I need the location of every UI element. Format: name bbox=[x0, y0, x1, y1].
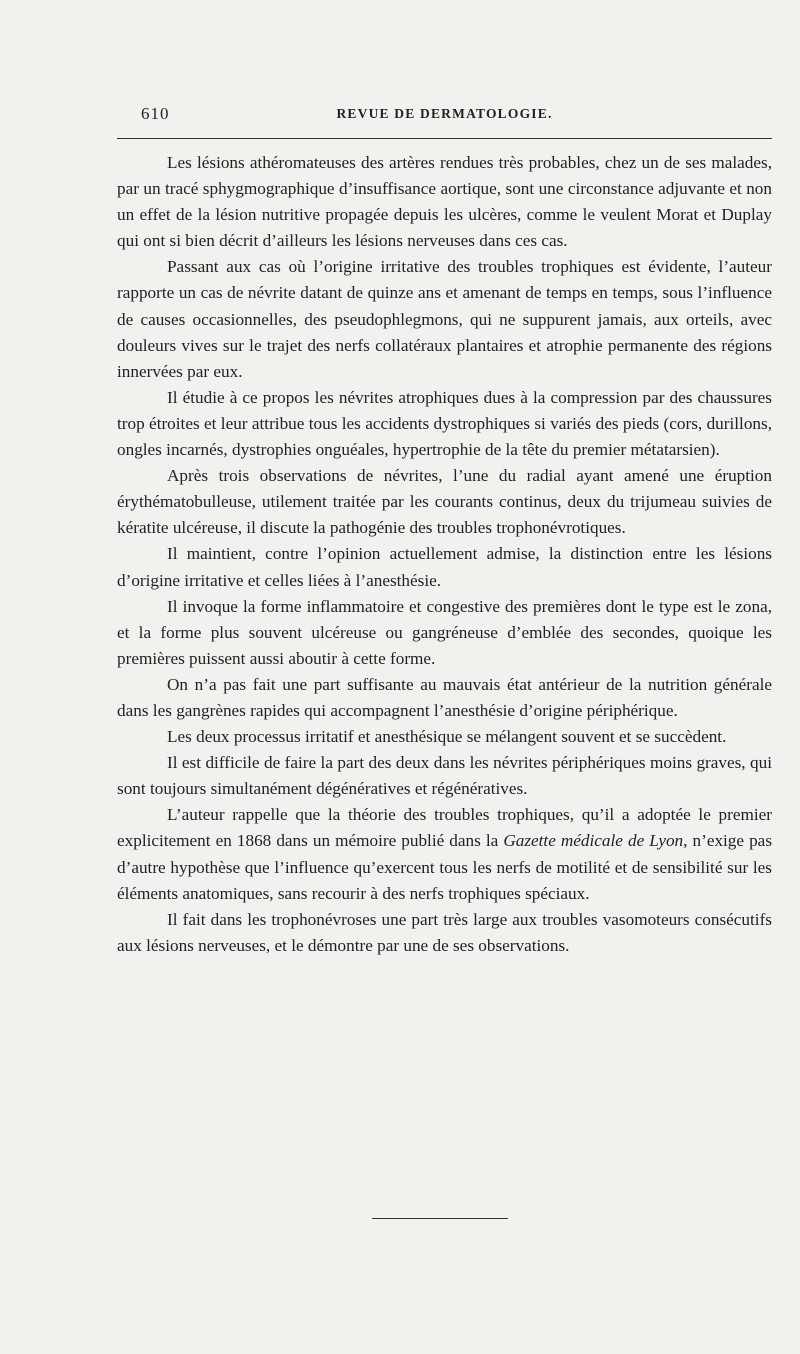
paragraph-5: Il maintient, contre l’opinion actuellement admise, la distinction entre les lésions d’origine irritative et celles liées à l’anesthésie. bbox=[117, 544, 772, 590]
paragraph-11: Il fait dans les trophonévroses une part très large aux troubles vasomoteurs consécutifs aux lésions nerveuses, et le démontre par une de ses observations. bbox=[117, 909, 772, 955]
paragraph-1: Les lésions athéromateuses des artères rendues très probables, chez un de ses malades, par un tracé sphygmographique d’insuffisance aortique, sont une circonstance adjuvante et non un effet de la lésion nutritive propagée depuis les ulcères, comme le veulent Morat et Duplay qui ont si bien décrit d’ailleurs les lésions nerveuses dans ces cas. bbox=[117, 153, 772, 251]
paragraph-6: Il invoque la forme inflammatoire et congestive des premières dont le type est le zona, et la forme plus souvent ulcéreuse ou gangréneuse d’emblée des secondes, quoique les premières puissent aussi aboutir à cette forme. bbox=[117, 596, 772, 668]
page-header bbox=[117, 104, 772, 128]
journal-title: Gazette médicale de Lyon bbox=[503, 831, 684, 851]
paragraph-4: Après trois observations de névrites, l’une du radial ayant amené une éruption érythématobulleuse, utilement traitée par les courants continus, deux du trijumeau suivies de kératite ulcéreuse, il discute la pathogénie des troubles trophonévrotiques. bbox=[117, 466, 772, 538]
paragraph-10-tail: , n’exige pas d’autre hypothèse que l’influence qu’exercent tous les nerfs de motilité et de sensibilité sur les éléments anatomiques, sans recourir à des nerfs trophiques spéciaux. bbox=[117, 831, 773, 903]
paragraph-3: Il étudie à ce propos les névrites atrophiques dues à la compression par des chaussures trop étroites et leur attribue tous les accidents dystrophiques si variés des pieds (cors, durillons, ongles incarnés, dystrophies onguéales, hypertrophie de la tête du premier métatarsien). bbox=[117, 387, 772, 460]
section-end-rule bbox=[372, 1218, 508, 1219]
paragraph-7: On n’a pas fait une part suffisante au mauvais état antérieur de la nutrition générale dans les gangrènes rapides qui accompagnent l’anesthésie d’origine périphérique. bbox=[117, 674, 772, 720]
paragraph-2: Passant aux cas où l’origine irritative des troubles trophiques est évidente, l’auteur rapporte un cas de névrite datant de quinze ans et amenant de temps en temps, sous l’influence de causes occasionnelles, des pseudophlegmons, qui ne suppurent jamais, aux orteils, avec douleurs vives sur le trajet des nerfs collatéraux plantaires et atrophie permanente des régions innervées par eux. bbox=[117, 257, 772, 381]
article-body bbox=[117, 150, 772, 959]
paragraph-8: Les deux processus irritatif et anesthésique se mélangent souvent et se succèdent. bbox=[167, 727, 727, 747]
page-number: 610 bbox=[141, 104, 170, 123]
running-title: REVUE DE DERMATOLOGIE. bbox=[336, 106, 553, 121]
paragraph-10-lead: L’auteur rappelle que la théorie des troubles trophiques, qu’il a adoptée le premier explicitement en 1868 dans un mémoire publié dans la bbox=[117, 805, 772, 851]
header-rule bbox=[117, 138, 772, 139]
paragraph-9: Il est difficile de faire la part des deux dans les névrites périphériques moins graves, qui sont toujours simultanément dégénératives et régénératives. bbox=[117, 753, 772, 799]
paragraph-10 bbox=[117, 802, 772, 906]
